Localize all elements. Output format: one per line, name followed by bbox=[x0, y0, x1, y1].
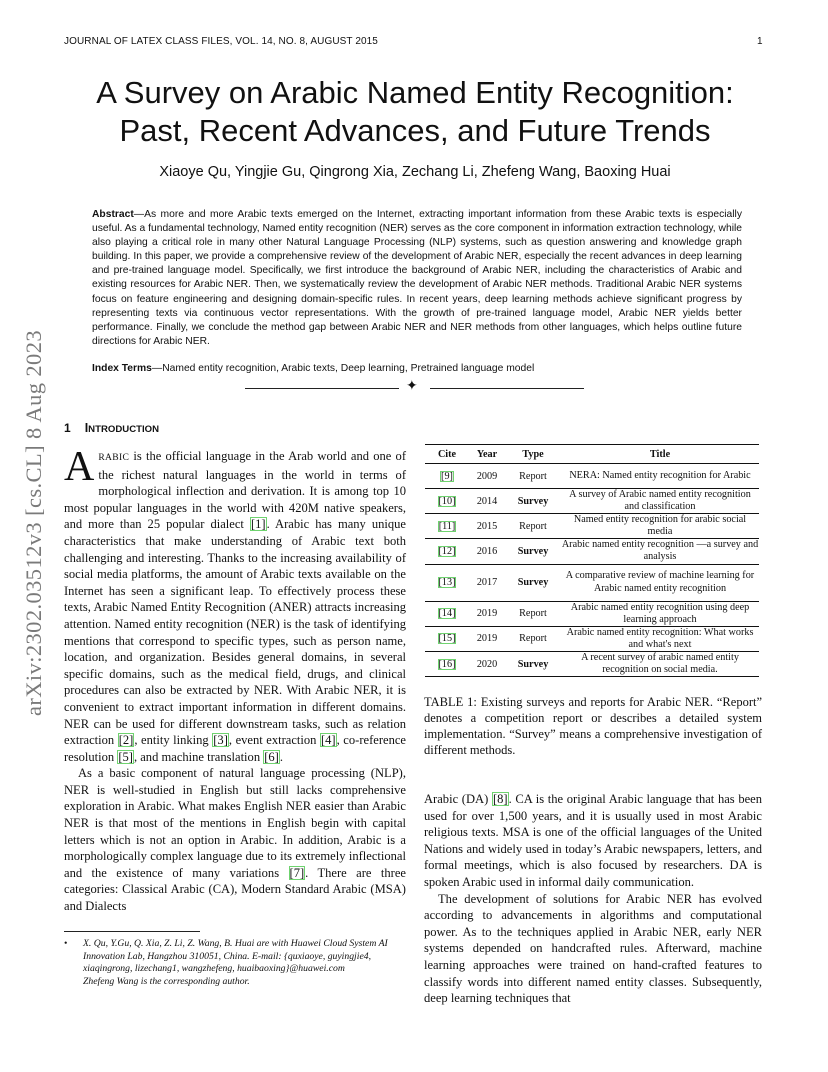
table-type: Report bbox=[519, 520, 547, 532]
table-header-type: Type bbox=[505, 445, 561, 464]
body-text: Arabic (DA) bbox=[424, 792, 492, 806]
abstract-label: Abstract bbox=[92, 209, 134, 220]
footnote-corresponding: Zhefeng Wang is the corresponding author. bbox=[83, 975, 250, 987]
table-header-row bbox=[425, 445, 759, 464]
table-title: Arabic named entity recognition: What works and what's next bbox=[566, 626, 754, 650]
table-year: 2020 bbox=[476, 658, 498, 670]
intro-text: , and machine translation bbox=[133, 749, 264, 764]
table-year: 2009 bbox=[476, 470, 498, 482]
intro-text: . There are three categories: Classical Arabic (CA), Modern Standard Arabic (MSA) and Dialects bbox=[64, 865, 407, 914]
table-row bbox=[425, 601, 759, 626]
table-year: 2016 bbox=[476, 545, 498, 557]
table-year: 2017 bbox=[476, 577, 498, 589]
citation-link[interactable]: [5] bbox=[118, 749, 133, 764]
arxiv-identifier bbox=[19, 290, 49, 756]
table-cite-link[interactable]: [16] bbox=[438, 658, 456, 670]
table-title: A recent survey of arabic named entity recognition on social media. bbox=[581, 651, 739, 676]
table-title: Arabic named entity recognition —a survey and analysis bbox=[561, 539, 759, 563]
table-type: Report bbox=[519, 470, 547, 482]
citation-link[interactable]: [1] bbox=[250, 517, 266, 532]
citation-link[interactable]: [6] bbox=[264, 749, 279, 764]
citation-link[interactable]: [4] bbox=[320, 733, 336, 748]
section-title-initial: I bbox=[84, 421, 89, 435]
table-cite-link[interactable]: [10] bbox=[438, 495, 456, 507]
index-terms bbox=[92, 362, 742, 376]
table-type: Survey bbox=[517, 658, 549, 670]
table-row bbox=[425, 539, 759, 564]
table-year: 2019 bbox=[476, 608, 498, 620]
table-title: NERA: Named entity recognition for Arabic bbox=[569, 469, 751, 481]
table-title: A comparative review of machine learning for Arabic named entity recognition bbox=[565, 570, 755, 594]
table-cite-link[interactable]: [11] bbox=[438, 520, 456, 532]
table-cite-link[interactable]: [9] bbox=[441, 470, 453, 482]
drop-cap: A bbox=[64, 444, 95, 490]
paper-title bbox=[40, 74, 790, 150]
table-row bbox=[425, 564, 759, 601]
footnote bbox=[64, 938, 408, 988]
section-title-rest: NTRODUCTION bbox=[88, 424, 160, 435]
page-number: 1 bbox=[757, 36, 763, 47]
intro-text: , co-reference resolution bbox=[64, 733, 406, 764]
separator-rule-right bbox=[430, 388, 584, 389]
table-type: Report bbox=[519, 633, 547, 645]
table-type: Survey bbox=[517, 495, 549, 507]
table-year: 2014 bbox=[476, 495, 498, 507]
footnote-affiliation: X. Qu, Y.Gu, Q. Xia, Z. Li, Z. Wang, B. Huai are with Huawei Cloud System AI Innovation Lab, Hangzhou 310051, China. E-mail: {quxiaoye, guyingjie4, xiaqingrong, lizechang1, wangzhefeng, huaibaoxing}@huawei.com bbox=[83, 938, 388, 975]
footnote-bullet: • bbox=[64, 938, 68, 949]
table-row bbox=[425, 489, 759, 514]
separator-diamond-icon: ✦ bbox=[406, 379, 418, 394]
author-list: Xiaoye Qu, Yingjie Gu, Qingrong Xia, Zechang Li, Zhefeng Wang, Baoxing Huai bbox=[159, 164, 671, 180]
survey-table bbox=[425, 444, 759, 677]
abstract bbox=[92, 208, 742, 349]
table-title: Named entity recognition for arabic social media bbox=[573, 514, 747, 538]
intro-paragraph-1 bbox=[64, 444, 406, 765]
title-line-1: A Survey on Arabic Named Entity Recognition: bbox=[96, 75, 734, 110]
footnote-rule bbox=[64, 931, 200, 932]
table-title: Arabic named entity recognition using deep learning approach bbox=[570, 601, 750, 625]
table-type: Survey bbox=[517, 577, 549, 589]
table-type: Report bbox=[519, 608, 547, 620]
intro-text: . Arabic has many unique characteristics that make understanding of Arabic text both challenging and interesting. Thanks to the increasing availability of social media platforms, the amount of Arabic texts available on the Internet has seen a significant leap. To effectively process these texts, Arabic Named Entity Recognition (ANER) attracts increasing attention. Named entity recognition (NER) is the task of identifying mentions that correspond to specific types, such as person name, location, and organization. Besides general domains, in several specific domains, such as the medical field, drugs, and clinical procedures can also be extracted by NER. With Arabic NER, it is convenient to extract important information in different domains. NER can be used for different downstream tasks, such as relation extraction bbox=[64, 517, 406, 748]
table-year: 2019 bbox=[476, 633, 498, 645]
arxiv-label: arXiv:2302.03512v3 [cs.CL] 8 Aug 2023 bbox=[21, 329, 46, 717]
intro-text: As a basic component of natural language processing (NLP), NER is well-studied in English but still lacks comprehensive exploration in Arabic. What makes English NER easier than Arabic NER is that most of the mentions in English begin with capital letters which is not an option in Arabic. In addition, Arabic is a morphologically complex language due to its extremely inflectional and the existence of many variations bbox=[64, 766, 406, 880]
right-paragraph-1 bbox=[424, 791, 762, 891]
intro-right-column bbox=[424, 791, 762, 1007]
table-cite-link[interactable]: [14] bbox=[438, 608, 456, 620]
citation-link[interactable]: [7] bbox=[289, 865, 305, 880]
table-year: 2015 bbox=[476, 520, 498, 532]
separator-rule-left bbox=[245, 388, 399, 389]
section-heading bbox=[64, 421, 159, 435]
citation-link[interactable]: [8] bbox=[492, 792, 508, 806]
intro-text: . bbox=[279, 749, 284, 764]
abstract-text: —As more and more Arabic texts emerged on the Internet, extracting important information from these Arabic texts is especially useful. As a fundamental technology, Named entity recognition (NER) serves as the core component in information extraction technology, while also playing a critical role in many other Natural Language Processing (NLP) systems, such as question answering and knowledge graph building. In this paper, we provide a comprehensive review of the development of Arabic NER, especially the recent advances in deep learning and pre-trained language model. Specifically, we first introduce the background of Arabic NER, including the characteristics of Arabic and existing resources for Arabic NER. Then, we systematically review the development of Arabic NER methods. Traditional Arabic NER systems focus on feature engineering and designing domain-specific rules. In recent years, deep learning methods achieve significant progress by representing texts via continuous vector representations. With the growth of pre-trained language model, Arabic NER yields better performance. Finally, we conclude the method gap between Arabic NER and NER methods from other languages, which helps outline future directions for Arabic NER. bbox=[92, 209, 742, 347]
table-row bbox=[425, 464, 759, 489]
section-number: 1 bbox=[64, 421, 71, 435]
right-paragraph-2: The development of solutions for Arabic NER has evolved according to advancements in algorithms and computational power. As to the techniques applied in Arabic NER, early NER systems depended on handcrafted rules. Afterward, machine learning approaches were trained on hand-crafted features to classify words into different named entity classes. Subsequently, deep learning techniques that bbox=[424, 891, 762, 1006]
intro-left-column bbox=[64, 444, 407, 915]
table-row bbox=[425, 626, 759, 651]
citation-link[interactable]: [2] bbox=[118, 733, 134, 748]
table-row bbox=[425, 514, 759, 539]
title-line-2: Past, Recent Advances, and Future Trends bbox=[119, 113, 711, 148]
table-cite-link[interactable]: [13] bbox=[438, 577, 456, 589]
table-title: A survey of Arabic named entity recognition and classification bbox=[569, 489, 751, 513]
table-header-title: Title bbox=[561, 445, 759, 464]
table-type: Survey bbox=[517, 545, 549, 557]
intro-paragraph-2 bbox=[64, 765, 406, 914]
citation-link[interactable]: [3] bbox=[213, 733, 228, 748]
running-head: JOURNAL OF LATEX CLASS FILES, VOL. 14, NO. 8, AUGUST 2015 bbox=[64, 36, 378, 47]
table-row bbox=[425, 651, 759, 676]
intro-text: , event extraction bbox=[228, 733, 320, 748]
intro-smallcaps: RABIC bbox=[98, 452, 130, 463]
body-text: . CA is the original Arabic language that has been used for over 1,500 years, and it is usually used in most Arabic religious texts. MSA is one of the official languages of the United Nations and widely used in today’s Arabic newspapers, letters, and formal meetings, which is also focused by researchers. DA is spoken Arabic used in informal daily communication. bbox=[424, 792, 763, 889]
intro-text: is the official language in the Arab world and one of the richest natural languages in the world in terms of morphological inflection and derivation. It is among top 10 most popular languages in the world with 420M native speakers, and more than 25 popular dialect bbox=[64, 449, 406, 532]
table-caption: TABLE 1: Existing surveys and reports for Arabic NER. “Report” denotes a competition report or describes a detailed system implementation. “Survey” means a comprehensive investigation of different methods. bbox=[424, 695, 762, 757]
index-terms-label: Index Terms bbox=[92, 363, 152, 374]
index-terms-text: —Named entity recognition, Arabic texts, Deep learning, Pretrained language model bbox=[151, 363, 535, 374]
table-cite-link[interactable]: [12] bbox=[438, 545, 456, 557]
table-cite-link[interactable]: [15] bbox=[438, 633, 456, 645]
intro-text: , entity linking bbox=[134, 733, 213, 748]
table-header-year: Year bbox=[469, 445, 505, 464]
table-header-cite: Cite bbox=[425, 445, 469, 464]
